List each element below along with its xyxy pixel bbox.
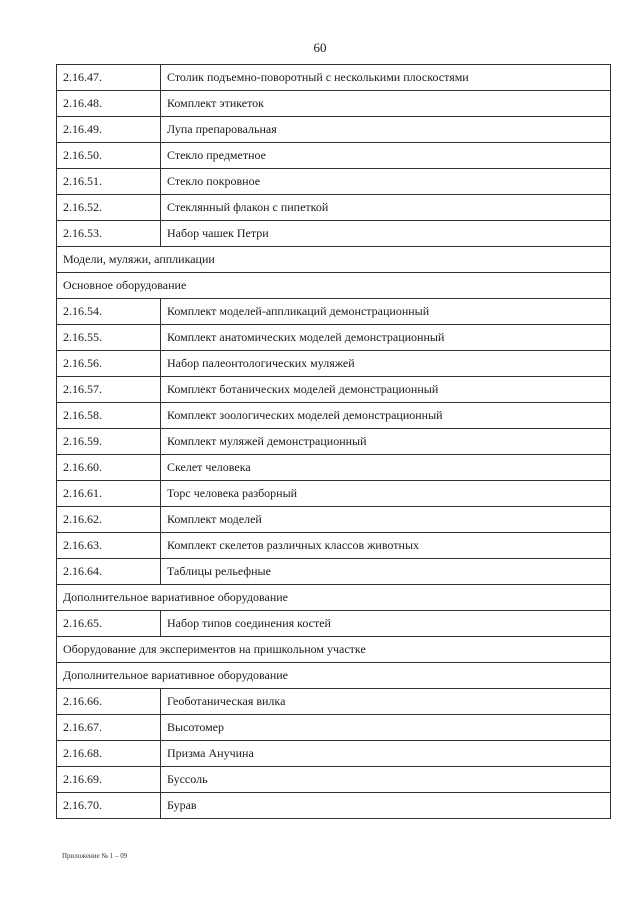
table-row bbox=[57, 299, 611, 325]
equipment-table-body bbox=[57, 65, 611, 819]
item-number: 2.16.65. bbox=[57, 611, 161, 637]
item-name: Стеклянный флакон с пипеткой bbox=[161, 195, 611, 221]
table-row bbox=[57, 377, 611, 403]
item-name: Набор типов соединения костей bbox=[161, 611, 611, 637]
section-header-text: Модели, муляжи, аппликации bbox=[57, 247, 611, 273]
item-number: 2.16.47. bbox=[57, 65, 161, 91]
section-header-row bbox=[57, 585, 611, 611]
item-number: 2.16.68. bbox=[57, 741, 161, 767]
item-name: Комплект ботанических моделей демонстрационный bbox=[161, 377, 611, 403]
item-number: 2.16.58. bbox=[57, 403, 161, 429]
item-name: Призма Анучина bbox=[161, 741, 611, 767]
item-number: 2.16.53. bbox=[57, 221, 161, 247]
item-number: 2.16.69. bbox=[57, 767, 161, 793]
item-number: 2.16.54. bbox=[57, 299, 161, 325]
item-name: Столик подъемно-поворотный с несколькими плоскостями bbox=[161, 65, 611, 91]
item-name: Набор чашек Петри bbox=[161, 221, 611, 247]
table-row bbox=[57, 195, 611, 221]
item-name: Высотомер bbox=[161, 715, 611, 741]
table-row bbox=[57, 741, 611, 767]
section-header-row bbox=[57, 663, 611, 689]
item-number: 2.16.49. bbox=[57, 117, 161, 143]
item-name: Стекло предметное bbox=[161, 143, 611, 169]
item-name: Таблицы рельефные bbox=[161, 559, 611, 585]
table-row bbox=[57, 117, 611, 143]
section-header-text: Основное оборудование bbox=[57, 273, 611, 299]
table-row bbox=[57, 91, 611, 117]
table-row bbox=[57, 143, 611, 169]
item-number: 2.16.62. bbox=[57, 507, 161, 533]
section-header-row bbox=[57, 637, 611, 663]
equipment-table bbox=[56, 64, 611, 819]
table-row bbox=[57, 507, 611, 533]
table-row bbox=[57, 169, 611, 195]
table-row bbox=[57, 351, 611, 377]
item-name: Лупа препаровальная bbox=[161, 117, 611, 143]
item-number: 2.16.60. bbox=[57, 455, 161, 481]
table-row bbox=[57, 325, 611, 351]
item-number: 2.16.52. bbox=[57, 195, 161, 221]
item-number: 2.16.48. bbox=[57, 91, 161, 117]
table-row bbox=[57, 481, 611, 507]
item-number: 2.16.67. bbox=[57, 715, 161, 741]
item-name: Комплект анатомических моделей демонстрационный bbox=[161, 325, 611, 351]
table-row bbox=[57, 221, 611, 247]
item-number: 2.16.70. bbox=[57, 793, 161, 819]
table-row bbox=[57, 65, 611, 91]
footer-appendix-label: Приложение № 1 – 09 bbox=[62, 852, 128, 860]
item-number: 2.16.50. bbox=[57, 143, 161, 169]
item-number: 2.16.64. bbox=[57, 559, 161, 585]
section-header-text: Дополнительное вариативное оборудование bbox=[57, 663, 611, 689]
item-number: 2.16.55. bbox=[57, 325, 161, 351]
item-name: Стекло покровное bbox=[161, 169, 611, 195]
table-row bbox=[57, 429, 611, 455]
section-header-text: Дополнительное вариативное оборудование bbox=[57, 585, 611, 611]
section-header-row bbox=[57, 273, 611, 299]
item-number: 2.16.63. bbox=[57, 533, 161, 559]
item-number: 2.16.57. bbox=[57, 377, 161, 403]
item-name: Бурав bbox=[161, 793, 611, 819]
item-number: 2.16.66. bbox=[57, 689, 161, 715]
table-row bbox=[57, 403, 611, 429]
table-row bbox=[57, 767, 611, 793]
item-name: Комплект моделей bbox=[161, 507, 611, 533]
item-number: 2.16.56. bbox=[57, 351, 161, 377]
item-number: 2.16.51. bbox=[57, 169, 161, 195]
item-name: Комплект скелетов различных классов животных bbox=[161, 533, 611, 559]
item-name: Комплект этикеток bbox=[161, 91, 611, 117]
item-name: Торс человека разборный bbox=[161, 481, 611, 507]
item-name: Комплект зоологических моделей демонстрационный bbox=[161, 403, 611, 429]
item-name: Комплект моделей-аппликаций демонстрационный bbox=[161, 299, 611, 325]
section-header-row bbox=[57, 247, 611, 273]
table-row bbox=[57, 715, 611, 741]
section-header-text: Оборудование для экспериментов на пришкольном участке bbox=[57, 637, 611, 663]
item-name: Набор палеонтологических муляжей bbox=[161, 351, 611, 377]
item-name: Комплект муляжей демонстрационный bbox=[161, 429, 611, 455]
table-row bbox=[57, 611, 611, 637]
table-row bbox=[57, 533, 611, 559]
item-name: Скелет человека bbox=[161, 455, 611, 481]
item-number: 2.16.61. bbox=[57, 481, 161, 507]
item-name: Геоботаническая вилка bbox=[161, 689, 611, 715]
table-row bbox=[57, 689, 611, 715]
table-row bbox=[57, 793, 611, 819]
item-number: 2.16.59. bbox=[57, 429, 161, 455]
item-name: Буссоль bbox=[161, 767, 611, 793]
table-row bbox=[57, 559, 611, 585]
table-row bbox=[57, 455, 611, 481]
page-number: 60 bbox=[313, 40, 327, 55]
